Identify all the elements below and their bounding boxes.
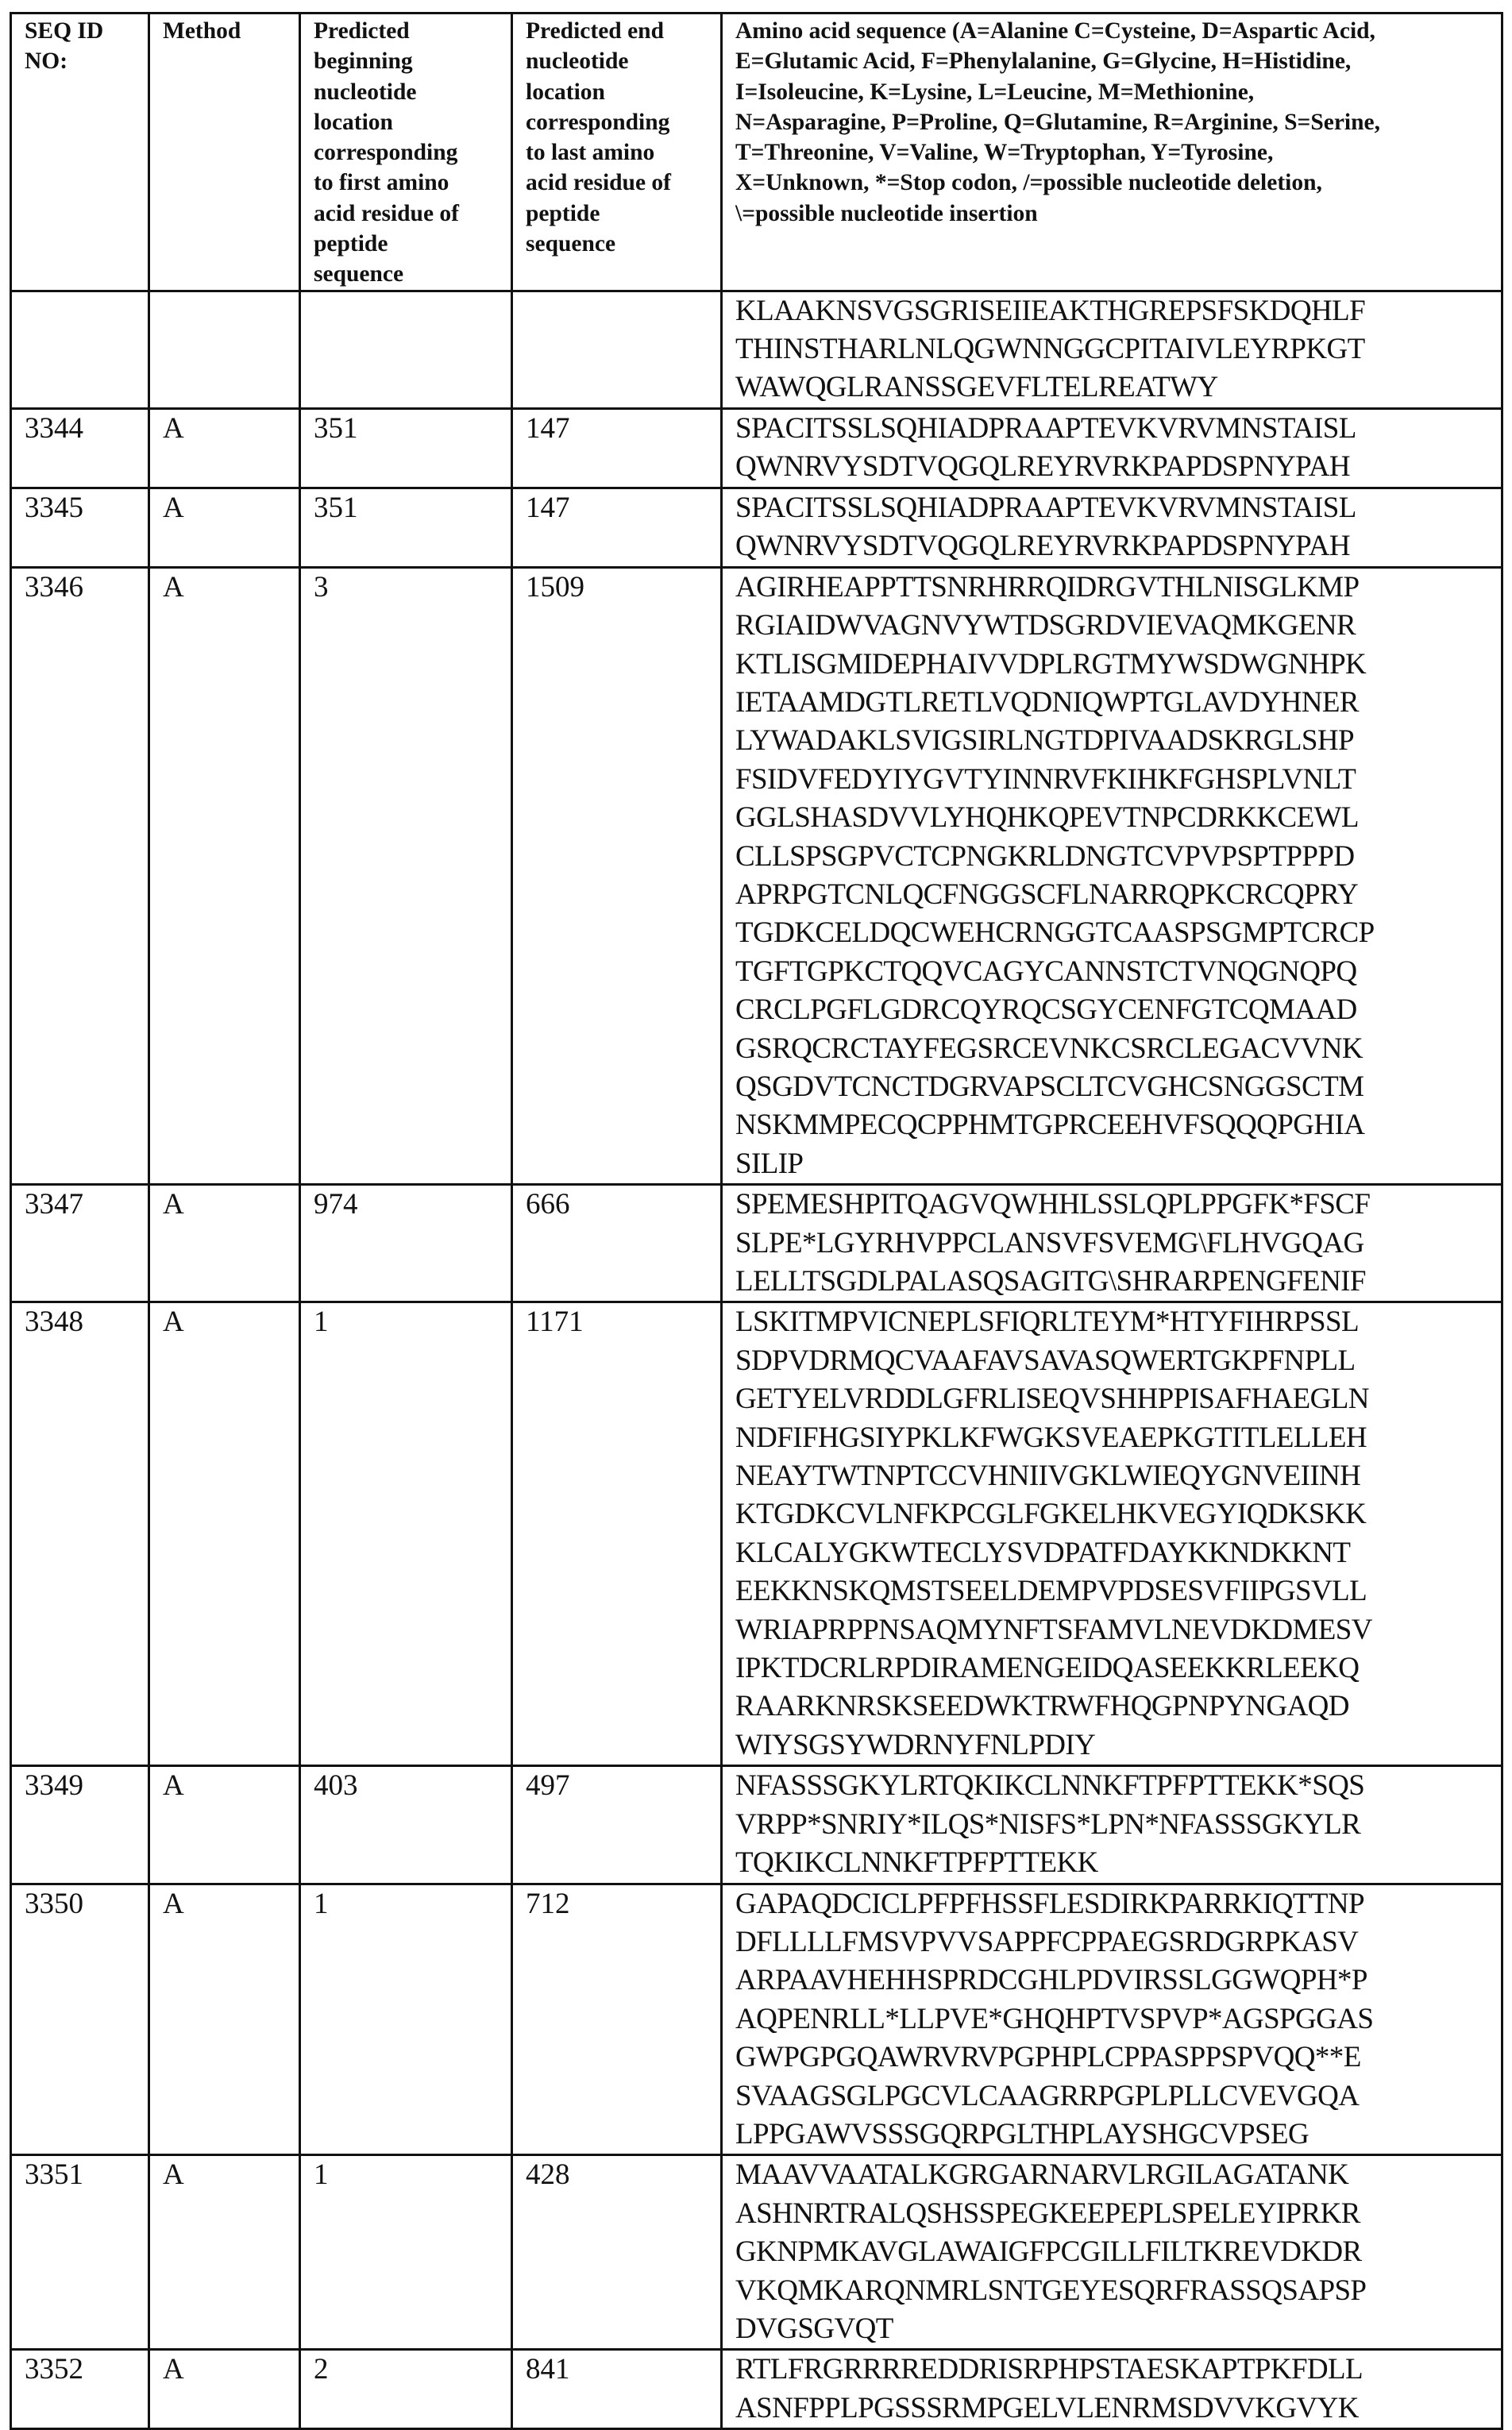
sequence-line: GGLSHASDVVLYHQHKQPEVTNPCDRKKCEWL <box>735 801 1359 835</box>
sequence-line: WIYSGSYWDRNYFNLPDIY <box>735 1728 1096 1761</box>
sequence-line: AGIRHEAPPTTSNRHRRQIDRGVTHLNISGLKMP <box>735 570 1360 604</box>
sequence-line: NDFIFHGSIYPKLKFWGKSVEAEPKGTITLELLEH <box>735 1421 1367 1454</box>
sequence-line: NEAYTWTNPTCCVHNIIVGKLWIEQYGNVEIINH <box>735 1460 1361 1493</box>
sequence-line: MAAVVAATALKGRGARNARVLRGILAGATANK <box>735 2158 1349 2192</box>
sequence-line: VRPP*SNRIY*ILQS*NISFS*LPN*NFASSSGKYLR <box>735 1807 1361 1841</box>
method-cell: A <box>149 1884 300 2155</box>
seq-id-cell: 3348 <box>11 1302 149 1766</box>
seq-id-cell <box>11 291 149 408</box>
sequence-line: FSIDVFEDYIYGVTYINNRVFKIHKFGHSPLVNLT <box>735 762 1356 796</box>
sequence-line: KTGDKCVLNFKPCGLFGKELHKVEGYIQDKSKK <box>735 1498 1367 1531</box>
method-cell: A <box>149 1185 300 1302</box>
amino-acid-sequence-cell <box>722 567 1502 1185</box>
sequence-line: CLLSPSGPVCTCPNGKRLDNGTCVPVPSPTPPPD <box>735 839 1355 873</box>
sequence-line: GETYELVRDDLGFRLISEQVSHHPPISAFHAEGLN <box>735 1383 1369 1416</box>
sequence-line: DVGSGVQT <box>735 2312 893 2345</box>
sequence-line: KTLISGMIDEPHAIVVDPLRGTMYWSDWGNHPK <box>735 647 1367 681</box>
table-row <box>11 1884 1502 2155</box>
header-method: Method <box>149 14 300 291</box>
sequence-line: WRIAPRPPNSAQMYNFTSFAMVLNEVDKDMESV <box>735 1613 1372 1646</box>
table-row <box>11 1302 1502 1766</box>
end-location-cell: 1171 <box>512 1302 722 1766</box>
end-location-cell: 712 <box>512 1884 722 2155</box>
sequence-line: DFLLLLFMSVPVVSAPPFCPPAEGSRDGRPKASV <box>735 1925 1359 1958</box>
sequence-line: KLCALYGKWTECLYSVDPATFDAYKKNDKKNT <box>735 1536 1351 1569</box>
seq-id-cell: 3345 <box>11 488 149 567</box>
sequence-table <box>10 12 1503 2430</box>
end-location-cell: 666 <box>512 1185 722 1302</box>
header-begin-location: Predicted beginning nucleotide location corresponding to first amino acid residue of peptide sequence <box>300 14 512 291</box>
sequence-line: ASNFPPLPGSSSRMPGELVLENRMSDVVKGVYK <box>735 2391 1359 2424</box>
sequence-line: RTLFRGRRRREDDRISRPHPSTAESKAPTPKFDLL <box>735 2353 1364 2386</box>
seq-id-cell: 3350 <box>11 1884 149 2155</box>
sequence-line: ASHNRTRALQSHSSPEGKEEPEPLSPELEYIPRKR <box>735 2197 1360 2230</box>
sequence-line: SVAAGSGLPGCVLCAAGRRPGPLPLLCVEVGQA <box>735 2079 1360 2112</box>
table-row <box>11 2155 1502 2350</box>
sequence-line: NFASSSGKYLRTQKIKCLNNKFTPFPTTEKK*SQS <box>735 1769 1365 1803</box>
begin-location-cell <box>300 291 512 408</box>
begin-location-cell: 351 <box>300 488 512 567</box>
sequence-line: QSGDVTCNCTDGRVAPSCLTCVGHCSNGGSCTM <box>735 1070 1364 1103</box>
sequence-line: LYWADAKLSVIGSIRLNGTDPIVAADSKRGLSHP <box>735 724 1354 758</box>
header-amino-acid-sequence: Amino acid sequence (A=Alanine C=Cysteine, D=Aspartic Acid, E=Glutamic Acid, F=Phenylalanine, G=Glycine, H=Histidine, I=Isoleucine, K=Lysine, L=Leucine, M=Methionine, N=Asparagine, P=Proline, Q=Glutamine, R=Arginine, S=Serine, T=Threonine, V=Valine, W=Tryptophan, Y=Tyrosine, X=Unknown, *=Stop codon, /=possible nucleotide deletion, \=possible nucleotide insertion <box>722 14 1502 291</box>
end-location-cell: 147 <box>512 488 722 567</box>
method-cell: A <box>149 2350 300 2429</box>
begin-location-cell: 1 <box>300 1884 512 2155</box>
amino-acid-sequence-cell <box>722 2155 1502 2350</box>
amino-acid-sequence-cell <box>722 488 1502 567</box>
sequence-line: RAARKNRSKSEEDWKTRWFHQGPNPYNGAQD <box>735 1690 1349 1723</box>
sequence-line: APRPGTCNLQCFNGGSCFLNARRQPKCRCQPRY <box>735 878 1359 911</box>
method-cell: A <box>149 1302 300 1766</box>
table-row <box>11 291 1502 408</box>
amino-acid-sequence-cell <box>722 1766 1502 1884</box>
sequence-line: QWNRVYSDTVQGQLREYRVRKPAPDSPNYPAH <box>735 450 1350 484</box>
begin-location-cell: 1 <box>300 2155 512 2350</box>
end-location-cell: 497 <box>512 1766 722 1884</box>
amino-acid-sequence-cell <box>722 291 1502 408</box>
begin-location-cell: 3 <box>300 567 512 1185</box>
table-row <box>11 567 1502 1185</box>
sequence-line: VKQMKARQNMRLSNTGEYESQRFRASSQSAPSP <box>735 2274 1367 2307</box>
end-location-cell <box>512 291 722 408</box>
sequence-line: QWNRVYSDTVQGQLREYRVRKPAPDSPNYPAH <box>735 530 1350 563</box>
method-cell <box>149 291 300 408</box>
sequence-line: KLAAKNSVGSGRISEIIEAKTHGREPSFSKDQHLF <box>735 294 1366 327</box>
amino-acid-sequence-cell <box>722 2350 1502 2429</box>
sequence-line: GAPAQDCICLPFPFHSSFLESDIRKPARRKIQTTNP <box>735 1887 1364 1920</box>
sequence-line: CRCLPGFLGDRCQYRQCSGYCENFGTCQMAAD <box>735 993 1357 1027</box>
begin-location-cell: 2 <box>300 2350 512 2429</box>
amino-acid-sequence-cell <box>722 1884 1502 2155</box>
sequence-line: WAWQGLRANSSGEVFLTELREATWY <box>735 371 1218 404</box>
amino-acid-sequence-cell <box>722 408 1502 488</box>
begin-location-cell: 1 <box>300 1302 512 1766</box>
sequence-line: TGDKCELDQCWEHCRNGGTCAASPSGMPTCRCP <box>735 916 1375 950</box>
sequence-line: EEKKNSKQMSTSEELDEMPVPDSESVFIIPGSVLL <box>735 1575 1367 1608</box>
sequence-line: IPKTDCRLRPDIRAMENGEIDQASEEKKRLEEKQ <box>735 1652 1360 1685</box>
method-cell: A <box>149 408 300 488</box>
sequence-line: SPACITSSLSQHIADPRAAPTEVKVRVMNSTAISL <box>735 411 1356 445</box>
end-location-cell: 428 <box>512 2155 722 2350</box>
method-cell: A <box>149 567 300 1185</box>
seq-id-cell: 3346 <box>11 567 149 1185</box>
table-row <box>11 408 1502 488</box>
seq-id-cell: 3347 <box>11 1185 149 1302</box>
method-cell: A <box>149 1766 300 1884</box>
sequence-line: SILIP <box>735 1147 804 1180</box>
end-location-cell: 1509 <box>512 567 722 1185</box>
sequence-line: GKNPMKAVGLAWAIGFPCGILLFILTKREVDKDR <box>735 2235 1362 2269</box>
begin-location-cell: 403 <box>300 1766 512 1884</box>
method-cell: A <box>149 2155 300 2350</box>
sequence-line: SPACITSSLSQHIADPRAAPTEVKVRVMNSTAISL <box>735 491 1356 524</box>
begin-location-cell: 351 <box>300 408 512 488</box>
sequence-line: ARPAAVHEHHSPRDCGHLPDVIRSSLGGWQPH*P <box>735 1964 1367 1997</box>
seq-id-cell: 3344 <box>11 408 149 488</box>
begin-location-cell: 974 <box>300 1185 512 1302</box>
sequence-line: AQPENRLL*LLPVE*GHQHPTVSPVP*AGSPGGAS <box>735 2002 1374 2035</box>
seq-id-cell: 3351 <box>11 2155 149 2350</box>
amino-acid-sequence-cell <box>722 1302 1502 1766</box>
sequence-line: TQKIKCLNNKFTPFPTTEKK <box>735 1846 1098 1880</box>
sequence-line: SPEMESHPITQAGVQWHHLSSLQPLPPGFK*FSCF <box>735 1188 1371 1221</box>
sequence-line: SDPVDRMQCVAAFAVSAVASQWERTGKPFNPLL <box>735 1344 1356 1377</box>
method-cell: A <box>149 488 300 567</box>
sequence-line: GWPGPGQAWRVRVPGPHPLCPPASPPSPVQQ**E <box>735 2041 1361 2074</box>
sequence-line: IETAAMDGTLRETLVQDNIQWPTGLAVDYHNER <box>735 685 1360 719</box>
sequence-line: GSRQCRCTAYFEGSRCEVNKCSRCLEGACVVNK <box>735 1032 1364 1065</box>
table-body <box>11 291 1502 2429</box>
sequence-line: TGFTGPKCTQQVCAGYCANNSTCTVNQGNQPQ <box>735 955 1357 988</box>
sequence-line: THINSTHARLNLQGWNNGGCPITAIVLEYRPKGT <box>735 333 1365 366</box>
sequence-line: NSKMMPECQCPPHMTGPRCEEHVFSQQQPGHIA <box>735 1109 1365 1142</box>
header-seq-id: SEQ ID NO: <box>11 14 149 291</box>
end-location-cell: 841 <box>512 2350 722 2429</box>
sequence-line: LSKITMPVICNEPLSFIQRLTEYM*HTYFIHRPSSL <box>735 1306 1359 1339</box>
header-end-location: Predicted end nucleotide location corresponding to last amino acid residue of peptide sequence <box>512 14 722 291</box>
table-row <box>11 1766 1502 1884</box>
table-row <box>11 1185 1502 1302</box>
end-location-cell: 147 <box>512 408 722 488</box>
seq-id-cell: 3352 <box>11 2350 149 2429</box>
sequence-line: RGIAIDWVAGNVYWTDSGRDVIEVAQMKGENR <box>735 609 1356 642</box>
table-row <box>11 2350 1502 2429</box>
header-row <box>11 14 1502 291</box>
table-row <box>11 488 1502 567</box>
amino-acid-sequence-cell <box>722 1185 1502 1302</box>
sequence-line: SLPE*LGYRHVPPCLANSVFSVEMG\FLHVGQAG <box>735 1226 1364 1259</box>
sequence-line: LPPGAWVSSSGQRPGLTHPLAYSHGCVPSEG <box>735 2117 1310 2150</box>
seq-id-cell: 3349 <box>11 1766 149 1884</box>
sequence-line: LELLTSGDLPALASQSAGITG\SHRARPENGFENIF <box>735 1265 1366 1298</box>
